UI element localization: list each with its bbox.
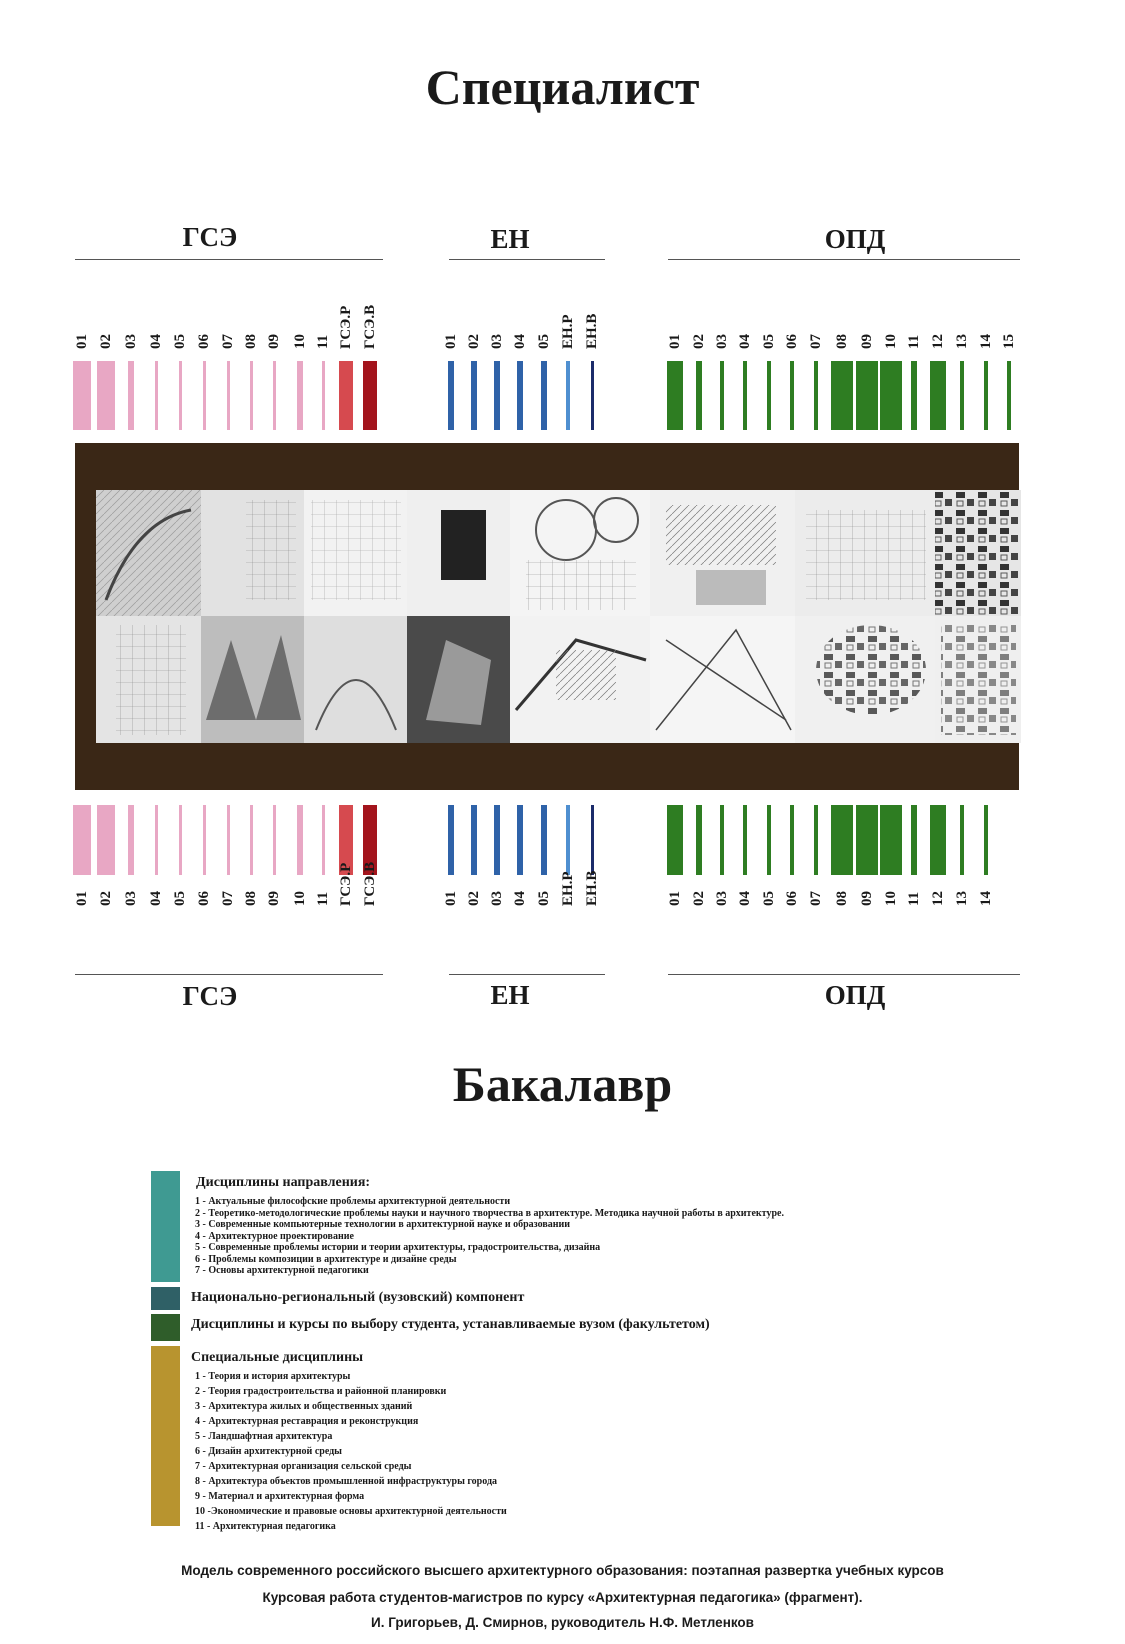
discipline-bar [363,361,377,430]
discipline-code: 10 [292,334,308,349]
legend-list-item: 7 - Основы архитектурной педагогики [195,1265,369,1276]
legend-swatch-special [151,1346,180,1526]
legend-swatch-electives [151,1314,180,1341]
legend-list-item: 9 - Материал и архитектурная форма [195,1491,365,1502]
caption-line-3: И. Григорьев, Д. Смирнов, руководитель Н.Ф. Метленков [371,1615,754,1630]
legend-directions-title: Дисциплины направления: [196,1175,371,1190]
legend-swatch-national [151,1287,180,1310]
caption-line-1: Модель современного российского высшего архитектурного образования: поэтапная развертка учебных курсов [181,1563,944,1578]
discipline-code: ЕН.В [584,870,600,906]
discipline-code: 09 [266,891,282,906]
discipline-code: 10 [883,334,899,349]
discipline-bar [517,361,523,430]
discipline-code: 01 [443,334,459,349]
legend-list-item: 6 - Проблемы композиции в архитектуре и дизайне среды [195,1253,457,1265]
discipline-code: 11 [315,891,331,906]
legend-list-item: 4 - Архитектурное проектирование [195,1230,354,1242]
discipline-code: 05 [172,334,188,349]
discipline-bar [743,805,747,875]
discipline-bar [667,805,683,875]
discipline-bar [273,805,276,875]
discipline-bar [591,361,594,430]
discipline-code: 11 [906,891,922,906]
discipline-bar [743,361,747,430]
discipline-code: 04 [737,891,753,906]
discipline-code: 04 [512,891,528,906]
discipline-code: 08 [243,334,259,349]
discipline-code: 10 [292,891,308,906]
discipline-bar [517,805,523,875]
discipline-bar [790,361,794,430]
discipline-bar [339,361,353,430]
discipline-code: 04 [148,891,164,906]
legend-list-item: 6 - Дизайн архитектурной среды [195,1446,342,1457]
discipline-code: 03 [714,891,730,906]
group-label-en-bottom: ЕН [490,980,530,1010]
discipline-bar [97,361,115,430]
discipline-bar [448,361,454,430]
discipline-code: 09 [266,334,282,349]
discipline-code: 14 [978,891,994,906]
legend-list-item: 10 -Экономические и правовые основы архитектурной деятельности [195,1506,507,1517]
discipline-code: 09 [859,891,875,906]
discipline-code: 06 [196,891,212,906]
discipline-code: 14 [978,334,994,349]
discipline-code: 04 [512,334,528,349]
legend-list-item: 7 - Архитектурная организация сельской среды [195,1461,412,1472]
discipline-bar [880,805,902,875]
discipline-bar [831,805,853,875]
group-label-opd-bottom: ОПД [824,980,886,1010]
discipline-bar [155,805,158,875]
title-specialist: Специалист [425,59,700,115]
discipline-bar [911,361,917,430]
discipline-bar [856,805,878,875]
discipline-bar [790,805,794,875]
discipline-bar [667,361,683,430]
discipline-bar [814,805,818,875]
discipline-bar [696,805,702,875]
discipline-bar [856,361,878,430]
discipline-bar [273,361,276,430]
discipline-code: 05 [536,891,552,906]
discipline-bar [227,805,230,875]
discipline-bar [911,805,917,875]
discipline-code: 02 [98,891,114,906]
discipline-bar [767,361,771,430]
discipline-code: 03 [123,891,139,906]
discipline-bar [297,361,303,430]
discipline-code: 15 [1001,334,1017,349]
discipline-bar [566,361,570,430]
discipline-bar [322,361,325,430]
discipline-code: 05 [761,334,777,349]
discipline-code: 01 [443,891,459,906]
discipline-code: 07 [808,334,824,349]
legend-list-item: 1 - Теория и история архитектуры [195,1371,351,1382]
discipline-bar [471,361,477,430]
discipline-code: 08 [834,891,850,906]
discipline-code: 09 [859,334,875,349]
discipline-code: 01 [74,334,90,349]
divider-gse-top [75,259,383,260]
legend-list-item: 5 - Ландшафтная архитектура [195,1431,333,1442]
discipline-bar [179,805,182,875]
discipline-code: 06 [784,334,800,349]
discipline-code: 05 [761,891,777,906]
legend-list-item: 11 - Архитектурная педагогика [195,1521,336,1532]
discipline-bar [831,361,853,430]
discipline-code: 03 [489,334,505,349]
discipline-code: ЕН.В [584,313,600,349]
legend-list-item: 3 - Архитектура жилых и общественных зданий [195,1401,413,1412]
discipline-bar [128,361,134,430]
discipline-bar [494,805,500,875]
discipline-code: 07 [220,891,236,906]
group-label-opd-top: ОПД [824,224,886,254]
discipline-code: 05 [172,891,188,906]
discipline-bar [720,805,724,875]
divider-en-top [449,259,605,260]
legend-swatch-directions [151,1171,180,1282]
discipline-code: 04 [148,334,164,349]
discipline-code: 12 [930,334,946,349]
collage-image [96,490,1021,743]
divider-en-bottom [449,974,605,975]
discipline-code: 03 [123,334,139,349]
discipline-code: ГСЭ.В [362,861,378,906]
discipline-bar [960,361,964,430]
discipline-code: 07 [808,891,824,906]
discipline-code: ЕН.Р [560,314,576,349]
discipline-code: 06 [784,891,800,906]
legend-electives: Дисциплины и курсы по выбору студента, устанавливаемые вузом (факультетом) [191,1317,710,1332]
discipline-bar [155,361,158,430]
legend-list-item: 1 - Актуальные философские проблемы архитектурной деятельности [195,1196,511,1207]
discipline-code: 07 [220,334,236,349]
discipline-code: 02 [691,334,707,349]
legend-list-item: 5 - Современные проблемы истории и теории архитектуры, градостроительства, дизайна [195,1242,601,1253]
legend-national: Национально-региональный (вузовский) компонент [191,1290,525,1305]
discipline-bar [97,805,115,875]
discipline-bar [1007,361,1011,430]
student-works-collage [96,490,1021,743]
discipline-code: 13 [954,891,970,906]
discipline-bar [250,361,253,430]
discipline-bar [960,805,964,875]
discipline-code: 13 [954,334,970,349]
discipline-bar [250,805,253,875]
discipline-code: 10 [883,891,899,906]
caption-line-2: Курсовая работа студентов-магистров по курсу «Архитектурная педагогика» (фрагмент). [262,1590,863,1605]
discipline-bar [541,361,547,430]
discipline-code: 02 [691,891,707,906]
discipline-bar [767,805,771,875]
group-label-gse-top: ГСЭ [182,222,238,252]
discipline-bar [203,361,206,430]
discipline-bar [297,805,303,875]
discipline-bar [696,361,702,430]
legend-list-item: 2 - Теория градостроительства и районной планировки [195,1386,447,1397]
title-bachelor: Бакалавр [452,1056,673,1112]
discipline-code: 01 [74,891,90,906]
divider-opd-top [668,259,1020,260]
discipline-code: 01 [667,891,683,906]
discipline-code: 12 [930,891,946,906]
discipline-bar [128,805,134,875]
discipline-code: 02 [466,334,482,349]
discipline-bar [720,361,724,430]
discipline-bar [227,361,230,430]
discipline-code: ГСЭ.Р [338,862,354,906]
discipline-bar [471,805,477,875]
discipline-code: ГСЭ.В [362,304,378,349]
discipline-bar [541,805,547,875]
discipline-code: 11 [906,334,922,349]
group-label-gse-bottom: ГСЭ [182,981,238,1011]
discipline-code: ГСЭ.Р [338,305,354,349]
discipline-bar [73,805,91,875]
legend-list-item: 2 - Теоретико-методологические проблемы науки и научного творчества в архитектуре. Методика научной работы в архитектуре. [195,1207,784,1219]
divider-gse-bottom [75,974,383,975]
discipline-code: 02 [98,334,114,349]
legend-list-item: 8 - Архитектура объектов промышленной инфраструктуры города [195,1476,498,1487]
discipline-bar [494,361,500,430]
discipline-bar [203,805,206,875]
group-label-en-top: ЕН [490,224,530,254]
discipline-bar [984,805,988,875]
legend-list-item: 3 - Современные компьютерные технологии в архитектурной науке и образовании [195,1219,571,1230]
discipline-bar [448,805,454,875]
discipline-bar [73,361,91,430]
discipline-code: 08 [834,334,850,349]
discipline-bar [984,361,988,430]
discipline-bar [814,361,818,430]
legend-list-item: 4 - Архитектурная реставрация и реконструкция [195,1416,419,1427]
discipline-code: 11 [315,334,331,349]
discipline-bar [591,805,594,875]
discipline-bar [880,361,902,430]
discipline-code: 01 [667,334,683,349]
legend-special-title: Специальные дисциплины [191,1350,364,1365]
discipline-bar [179,361,182,430]
discipline-code: ЕН.Р [560,871,576,906]
discipline-code: 06 [196,334,212,349]
discipline-code: 08 [243,891,259,906]
discipline-bar [930,805,946,875]
discipline-code: 02 [466,891,482,906]
discipline-code: 04 [737,334,753,349]
discipline-bar [930,361,946,430]
discipline-code: 03 [714,334,730,349]
discipline-bar [322,805,325,875]
discipline-code: 05 [536,334,552,349]
discipline-bar [566,805,570,875]
discipline-code: 03 [489,891,505,906]
divider-opd-bottom [668,974,1020,975]
